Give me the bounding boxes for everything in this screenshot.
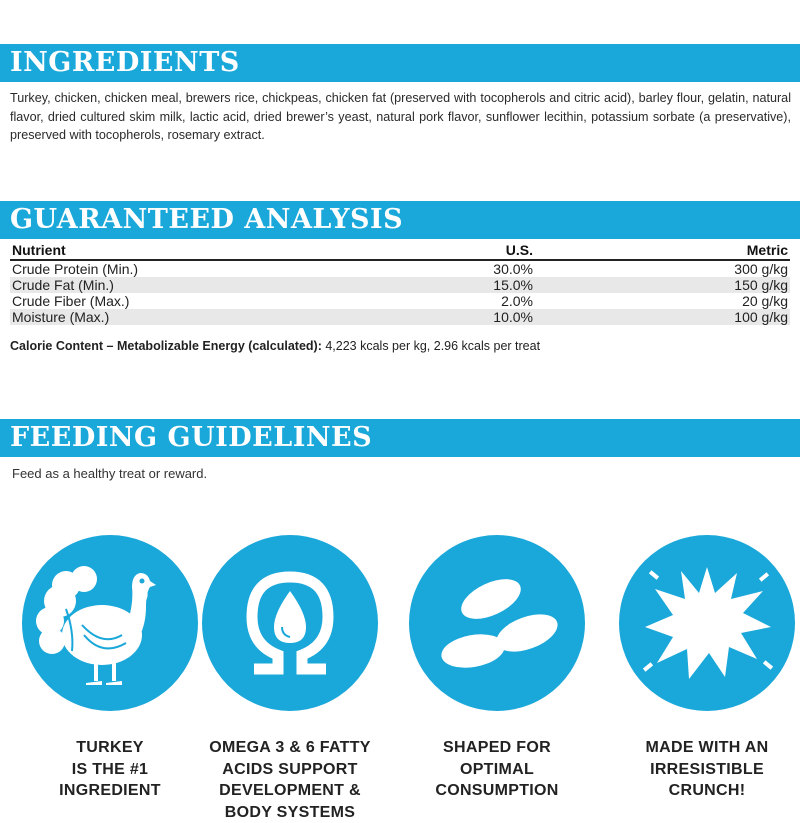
omega-drop-icon	[202, 535, 378, 711]
feature-label-line: IS THE #1	[10, 759, 210, 781]
table-row	[10, 293, 790, 309]
feature-label	[190, 737, 390, 823]
feature-label-line: CRUNCH!	[607, 780, 800, 802]
table-row	[10, 260, 790, 277]
nutrient-cell: Crude Fat (Min.)	[10, 277, 414, 293]
turkey-icon	[22, 535, 198, 711]
metric-value-cell: 150 g/kg	[535, 277, 790, 293]
crunch-burst-icon	[619, 535, 795, 711]
feature-omega	[190, 535, 390, 823]
metric-value-cell: 20 g/kg	[535, 293, 790, 309]
feature-label-line: MADE WITH AN	[607, 737, 800, 759]
calorie-label: Calorie Content – Metabolizable Energy (calculated):	[10, 339, 322, 353]
feature-turkey	[10, 535, 210, 802]
feeding-guidelines-title: FEEDING GUIDELINES	[10, 422, 372, 453]
us-value-cell: 30.0%	[414, 260, 535, 277]
table-row	[10, 309, 790, 325]
treats-icon	[409, 535, 585, 711]
guaranteed-analysis-banner	[0, 201, 800, 239]
feature-label	[607, 737, 800, 802]
feature-label-line: DEVELOPMENT &	[190, 780, 390, 802]
header-nutrient: Nutrient	[10, 240, 414, 260]
us-value-cell: 10.0%	[414, 309, 535, 325]
us-value-cell: 15.0%	[414, 277, 535, 293]
feeding-text: Feed as a healthy treat or reward.	[12, 466, 207, 481]
feature-label-line: OPTIMAL	[397, 759, 597, 781]
guaranteed-analysis-table	[10, 240, 790, 325]
nutrient-cell: Crude Protein (Min.)	[10, 260, 414, 277]
guaranteed-analysis-title: GUARANTEED ANALYSIS	[10, 204, 403, 235]
feature-label-line: SHAPED FOR	[397, 737, 597, 759]
feature-crunch	[607, 535, 800, 802]
feature-label-line: IRRESISTIBLE	[607, 759, 800, 781]
feeding-guidelines-banner	[0, 419, 800, 457]
table-row	[10, 277, 790, 293]
feature-label-line: TURKEY	[10, 737, 210, 759]
header-metric: Metric	[535, 240, 790, 260]
ingredients-title: INGREDIENTS	[10, 47, 240, 78]
ingredients-text: Turkey, chicken, chicken meal, brewers rice, chickpeas, chicken fat (preserved with tocopherols and citric acid), barley flour, gelatin, natural flavor, dried cultured skim milk, lactic acid, dried brewer’s yeast, natural pork flavor, sunflower lecithin, potassium sorbate (a preservative), preserved with tocopherols, rosemary extract.	[10, 89, 791, 145]
nutrient-cell: Moisture (Max.)	[10, 309, 414, 325]
metric-value-cell: 300 g/kg	[535, 260, 790, 277]
feature-label-line: INGREDIENT	[10, 780, 210, 802]
feature-label-line: ACIDS SUPPORT	[190, 759, 390, 781]
us-value-cell: 2.0%	[414, 293, 535, 309]
calorie-content	[10, 339, 540, 353]
calorie-value: 4,223 kcals per kg, 2.96 kcals per treat	[322, 339, 540, 353]
feature-label-line: CONSUMPTION	[397, 780, 597, 802]
nutrient-cell: Crude Fiber (Max.)	[10, 293, 414, 309]
feature-label-line: OMEGA 3 & 6 FATTY	[190, 737, 390, 759]
feature-label	[10, 737, 210, 802]
feature-label-line: BODY SYSTEMS	[190, 802, 390, 823]
metric-value-cell: 100 g/kg	[535, 309, 790, 325]
table-header-row	[10, 240, 790, 260]
feature-shaped	[397, 535, 597, 802]
header-us: U.S.	[414, 240, 535, 260]
feature-label	[397, 737, 597, 802]
ingredients-banner	[0, 44, 800, 82]
